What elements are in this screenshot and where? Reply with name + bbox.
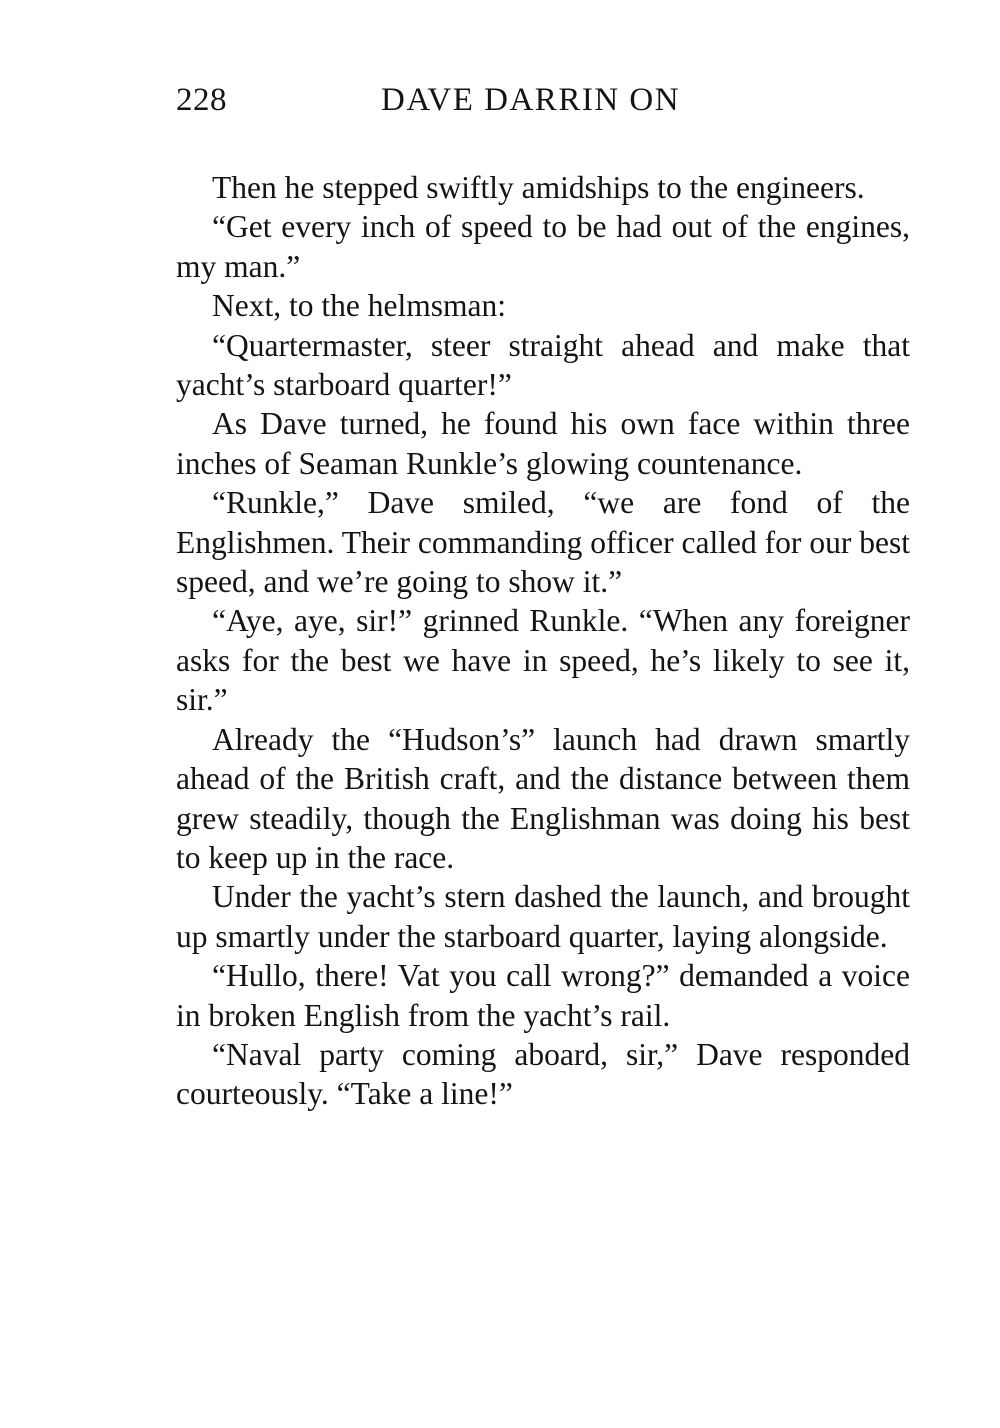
paragraph: Next, to the helmsman: xyxy=(212,288,506,324)
paragraph: “Quartermaster, steer straight ahead and make that yacht’s starboard quarter!” xyxy=(176,327,910,403)
paragraph: “Hullo, there! Vat you call wrong?” demanded a voice in broken English from the yacht’s rail. xyxy=(176,958,910,1033)
paragraph: Then he stepped swiftly amidships to the engineers. xyxy=(212,170,865,205)
paragraph: “Aye, aye, sir!” grinned Runkle. “When any foreigner asks for the best we have in speed, he’s likely to see it, sir.” xyxy=(176,603,910,718)
paragraph: “Runkle,” Dave smiled, “we are fond of the Englishmen. Their commanding officer called for our best speed, and we’re going to show it.” xyxy=(176,485,910,600)
running-head: DAVE DARRIN ON xyxy=(381,82,681,118)
paragraph: “Naval party coming aboard, sir,” Dave responded courteously. “Take a line!” xyxy=(176,1036,910,1112)
page-header xyxy=(176,82,910,134)
paragraph: Already the “Hudson’s” launch had drawn smartly ahead of the British craft, and the distance between them grew steadily, though the Englishman was doing his best to keep up in the race. xyxy=(176,721,910,875)
book-page xyxy=(176,82,910,1114)
paragraph: As Dave turned, he found his own face within three inches of Seaman Runkle’s glowing countenance. xyxy=(176,406,910,481)
paragraph: “Get every inch of speed to be had out of the engines, my man.” xyxy=(176,209,910,284)
page-body xyxy=(176,168,910,1114)
paragraph: Under the yacht’s stern dashed the launch, and brought up smartly under the starboard quarter, laying alongside. xyxy=(176,879,910,954)
page-number: 228 xyxy=(176,82,227,118)
